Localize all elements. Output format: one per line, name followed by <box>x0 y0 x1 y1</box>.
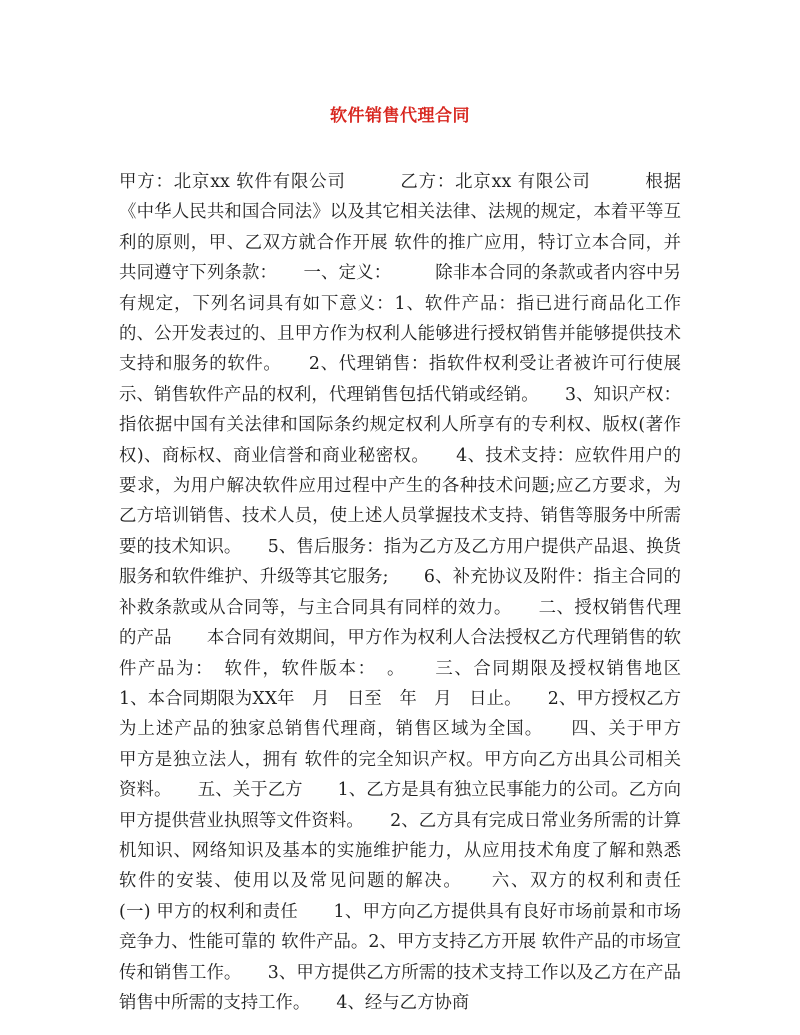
document-title: 软件销售代理合同 <box>330 106 470 126</box>
document-body <box>119 167 716 1018</box>
contract-text: 甲方：北京xx 软件有限公司 乙方：北京xx 有限公司 根据《中华人民共和国合同法》以及其它相关法律、法规的规定，本着平等互利的原则，甲、乙双方就合作开展 软件的推广应用，特订立本合同，并共同遵守下列条款： 一、定义： 除非本合同的条款或者内容中另有规定，下列名词具有如下意义：1、软件产品：指已进行商品化工作的、公开发表过的、且甲方作为权利人能够进行授权销售并能够提供技术支持和服务的软件。 2、代理销售：指软件权利受让者被许可行使展示、销售软件产品的权利，代理销售包括代销或经销。 3、知识产权：指依据中国有关法律和国际条约规定权利人所享有的专利权、版权(著作权)、商标权、商业信誉和商业秘密权。 4、技术支持：应软件用户的要求，为用户解决软件应用过程中产生的各种技术问题;应乙方要求，为乙方培训销售、技术人员，使上述人员掌握技术支持、销售等服务中所需要的技术知识。 5、售后服务：指为乙方及乙方用户提供产品退、换货服务和软件维护、升级等其它服务; 6、补充协议及附件：指主合同的补救条款或从合同等，与主合同具有同样的效力。 二、授权销售代理的产品 本合同有效期间，甲方作为权利人合法授权乙方代理销售的软件产品为： 软件，软件版本： 。 三、合同期限及授权销售地区 1、本合同期限为XX年 月 日至 年 月 日止。 2、甲方授权乙方为上述产品的独家总销售代理商，销售区域为全国。 四、关于甲方 甲方是独立法人，拥有 软件的完全知识产权。甲方向乙方出具公司相关资料。 五、关于乙方 1、乙方是具有独立民事能力的公司。乙方向甲方提供营业执照等文件资料。 2、乙方具有完成日常业务所需的计算机知识、网络知识及基本的实施维护能力，从应用技术角度了解和熟悉 软件的安装、使用以及常见问题的解决。 六、双方的权利和责任 (一) 甲方的权利和责任 1、甲方向乙方提供具有良好市场前景和市场竞争力、性能可靠的 软件产品。2、甲方支持乙方开展 软件产品的市场宣传和销售工作。 3、甲方提供乙方所需的技术支持工作以及乙方在产品销售中所需的支持工作。 4、经与乙方协商 <box>119 172 716 1013</box>
